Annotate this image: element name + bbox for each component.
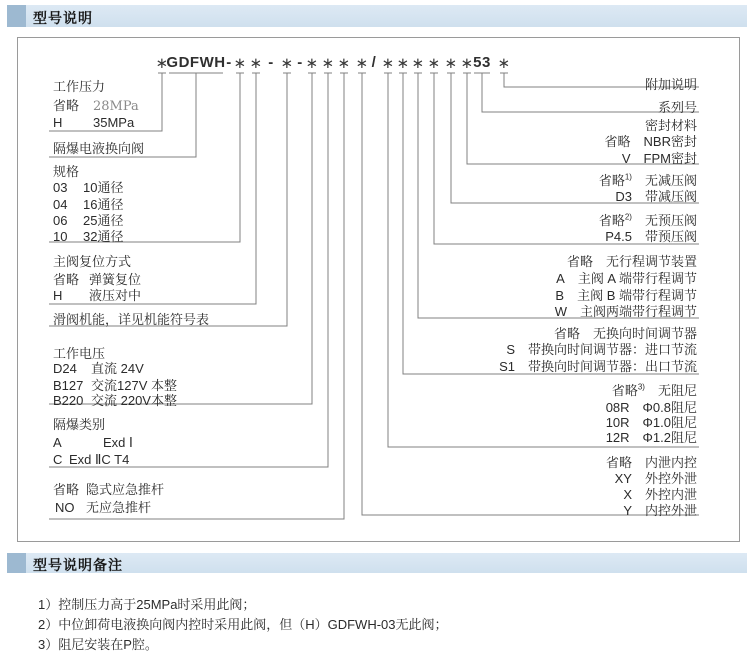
spec-row [599,173,697,188]
model-code-diagram [17,37,740,542]
spec-row [499,359,697,374]
left-block-title: 隔爆类别 [53,417,106,432]
section-header-notes [7,553,747,573]
spec-desc: 无行程调节装置 [605,254,697,269]
footnote-mark: 3) [637,382,645,392]
spec-row [55,500,151,515]
spec-code: B [555,288,565,303]
callout-label [645,77,697,92]
spec-code: 10R [605,415,630,430]
spec-row [53,361,144,376]
spec-row [606,415,697,430]
spec-row [53,213,123,228]
spec-code: H [53,115,63,130]
code-token-star: ∗ [155,55,169,72]
spec-code: D3 [615,189,632,204]
spec-row [605,134,697,149]
spec-desc: 带预压阀 [644,229,697,244]
spec-code: 省略$^{3)}$ [611,382,645,398]
spec-desc: 内控外泄 [644,503,697,518]
spec-row [53,180,123,195]
spec-code: V [621,151,631,166]
spec-code: A [556,271,565,286]
spec-code: 省略$^{2)}$ [598,212,632,228]
spec-desc: 带换向时间调节器：进口节流 [527,342,697,357]
spec-row [53,197,123,212]
spec-desc: 32通径 [83,229,124,244]
code-token-star: ∗ [305,55,319,72]
footnote-mark: 1) [624,172,632,182]
spec-row [615,471,697,486]
header-accent-block [7,553,26,573]
notes-title: 型号说明备注 [33,557,123,573]
spec-row [53,435,133,450]
spec-row [606,430,697,445]
footnote-mark: 2) [624,212,632,222]
code-token-slash: / [371,54,377,71]
spec-code: B220 [53,393,84,408]
spec-code: X [623,487,632,502]
spec-desc: 25通径 [83,213,124,228]
spec-desc: 无减压阀 [644,173,697,188]
code-token-series: 53 [473,54,491,71]
spec-desc: 无阻尼 [657,383,697,398]
spec-code: P4.5 [605,229,632,244]
note-item: 1）控制压力高于25MPa时采用此阀； [38,597,256,612]
spec-desc: 28MPa [93,99,139,114]
spec-code: S1 [499,359,515,374]
spec-code: 04 [53,197,68,212]
spec-code: 06 [53,213,68,228]
spec-desc: 35MPa [93,115,135,130]
note-item: 2）中位卸荷电液换向阀内控时采用此阀，但（H）GDFWH-03无此阀； [38,617,448,632]
code-token-dash: - [268,54,274,71]
spec-desc: Φ1.2阻尼 [642,430,697,445]
spec-code: 省略$^{1)}$ [598,172,632,188]
spec-desc: 内泄内控 [644,455,697,470]
spec-row [623,503,697,518]
spec-code: 08R [605,400,630,415]
code-token-star: ∗ [321,55,335,72]
spec-row [599,213,697,228]
spec-code: D24 [53,361,77,376]
spec-desc: 外控外泄 [644,471,697,486]
spec-desc: 10通径 [83,180,124,195]
spec-code: 12R [605,430,630,445]
spec-row [53,452,129,467]
spec-code: XY [614,471,632,486]
spec-desc: 直流 24V [91,361,144,376]
label-text: 系列号 [657,100,697,115]
spec-code: 省略 [53,272,80,287]
code-token-star: ∗ [444,55,458,72]
spec-row [556,271,697,286]
code-token-star: ∗ [381,55,395,72]
spec-code: 省略 [605,455,632,470]
code-token-star: ∗ [427,55,441,72]
spec-row [615,189,697,204]
spec-code: 省略 [53,482,80,497]
code-token-star: ∗ [460,55,474,72]
left-block-title: 隔爆电液换向阀 [53,141,145,156]
spec-code: 省略 [604,134,631,149]
spec-desc: Exd Ⅰ [103,435,133,450]
spec-desc: 无预压阀 [644,213,697,228]
spec-desc: 液压对中 [89,288,142,303]
spec-code: H [53,288,63,303]
spec-row [606,455,697,470]
spec-code: W [554,304,567,319]
spec-row [53,393,177,408]
spec-row [623,487,697,502]
spec-desc: FPM密封 [643,151,697,166]
spec-row [53,115,134,130]
spec-row [53,482,164,497]
spec-code: 省略 [53,98,80,113]
spec-row [53,272,141,287]
spec-row [554,326,697,341]
spec-desc: 无应急推杆 [86,500,152,515]
spec-row [622,151,697,166]
code-token-star: ∗ [280,55,294,72]
label-text: 附加说明 [644,77,697,92]
spec-desc: 外控内泄 [644,487,697,502]
code-token-dash: - [297,54,303,71]
left-block-title: 主阀复位方式 [53,254,132,269]
left-block-title: 规格 [53,164,80,179]
spec-row [555,288,697,303]
callout-label [658,100,697,115]
spec-desc: 主阀 A 端带行程调节 [577,271,697,286]
code-token-star: ∗ [233,55,247,72]
spec-desc: 交流127V 本整 [91,378,177,393]
spec-desc: Exd ⅡC T4 [69,452,130,467]
spec-row [567,254,697,269]
spec-code: 03 [53,180,68,195]
section-header-model [7,5,747,27]
spec-row [53,98,139,114]
spec-code: 10 [53,229,68,244]
spec-desc: 带换向时间调节器：出口节流 [527,359,697,374]
note-item: 3）阻尼安装在P腔。 [38,637,158,652]
spec-code: B127 [53,378,84,393]
spec-desc: Φ0.8阻尼 [642,400,697,415]
spec-desc: 主阀 B 端带行程调节 [577,288,697,303]
spec-code: 省略 [566,254,593,269]
spec-code: S [506,342,515,357]
code-token-star: ∗ [497,55,511,72]
spec-row [612,383,697,398]
left-block-title: 工作电压 [53,346,106,361]
spec-desc: 带减压阀 [644,189,697,204]
spec-desc: 主阀两端带行程调节 [579,304,697,319]
spec-row [606,400,697,415]
spec-row [605,229,697,244]
spec-desc: NBR密封 [643,134,697,149]
header-accent-block [7,5,26,27]
code-token-star: ∗ [337,55,351,72]
spec-row [53,229,123,244]
label-text: 密封材料 [644,118,697,133]
code-token-star: ∗ [396,55,410,72]
spec-code: A [53,435,62,450]
spec-row [53,288,141,303]
notes-list [38,595,448,655]
spec-code: C [53,452,63,467]
spec-code: 省略 [553,326,580,341]
left-block-title: 滑阀机能，详见机能符号表 [53,312,210,327]
spec-desc: 16通径 [83,197,124,212]
code-token-prefix: GDFWH [166,54,226,71]
code-token-star: ∗ [249,55,263,72]
code-token-star: ∗ [411,55,425,72]
page-title: 型号说明 [33,10,93,26]
spec-desc: 交流 220V本整 [91,393,177,408]
spec-row [506,342,697,357]
left-block-title: 工作压力 [53,79,106,94]
right-block-title [645,118,697,133]
spec-desc: 弹簧复位 [89,272,142,287]
code-token-dash: - [226,54,232,71]
spec-code: Y [623,503,632,518]
spec-desc: Φ1.0阻尼 [642,415,697,430]
spec-desc: 无换向时间调节器 [592,326,697,341]
spec-row [53,378,177,393]
spec-code: NO [55,500,75,515]
spec-desc: 隐式应急推杆 [86,482,165,497]
code-token-star: ∗ [355,55,369,72]
spec-row [555,304,697,319]
